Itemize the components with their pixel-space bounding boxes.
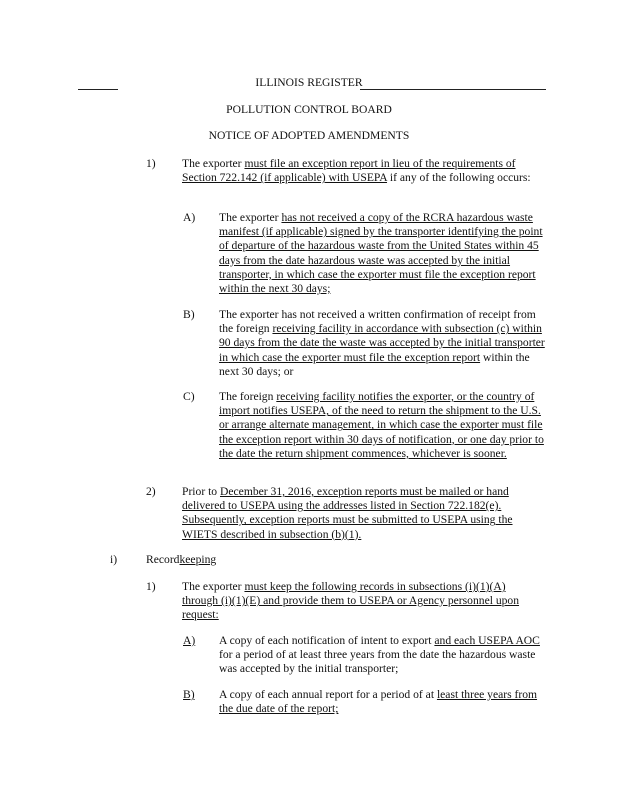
item-b-text-c: within the next 30 days; or [219, 350, 530, 378]
item-ia-label: A) [183, 634, 196, 647]
item-b-text [219, 308, 545, 379]
item-1-text-a: The exporter [182, 157, 245, 170]
board-title: POLLUTION CONTROL BOARD [226, 103, 392, 116]
item-a-text-b: has not received a copy of the RCRA hazardous waste manifest (if applicable) signed by the transporter identifying the point of departure of the hazardous waste from the United States within 45 days from the date hazardous waste was accepted by the initial transporter, in which case the exporter must file the exception report within the next 30 days; [219, 211, 543, 296]
item-a-text-a: The exporter [219, 211, 282, 224]
item-1-text-b: must file an exception report in lieu of the requirements of Section 722.142 (if applicable) with USEPA [182, 157, 516, 185]
item-i-label: i) [110, 553, 118, 566]
item-1-label: 1) [146, 157, 156, 170]
register-title: ILLINOIS REGISTER [255, 76, 363, 89]
item-c-label: C) [183, 390, 195, 403]
item-c-text-b: receiving facility notifies the exporter, or the country of import notifies USEPA, of the need to return the shipment to the U.S. or arrange alternate management, in which case the exporter must file the exception report within 30 days of notification, or one day prior to the date the return shipment commences, whichever is sooner. [219, 390, 544, 460]
item-i1-text-b: must keep the following records in subsections (i)(1)(A) through (i)(1)(E) and provide them to USEPA or Agency personnel upon request: [182, 580, 520, 622]
item-1-text [182, 157, 542, 185]
item-b-text-a: The exporter has not received a written confirmation of receipt from the foreign [219, 308, 536, 336]
item-b-label: B) [183, 308, 195, 321]
item-2-text-b: December 31, 2016, exception reports must be mailed or hand delivered to USEPA using the addresses listed in Section 722.182(e). Subsequently, exception reports must be submitted to USEPA using the WIETS described in subsection (b)(1). [182, 485, 513, 541]
item-i-text-b: keeping [179, 553, 217, 566]
item-i1-text-a: The exporter [182, 580, 245, 593]
item-a-label: A) [183, 211, 196, 224]
item-i1-label: 1) [146, 580, 156, 593]
item-ia-text-a: A copy of each notification of intent to export [219, 634, 435, 647]
item-c-text [219, 390, 545, 461]
item-ib-text-a: A copy of each annual report for a period of at [219, 688, 437, 701]
header-rule-right [360, 89, 546, 90]
item-2-text [182, 485, 542, 542]
item-1-text-c: if any of the following occurs: [387, 171, 531, 185]
notice-title: NOTICE OF ADOPTED AMENDMENTS [208, 129, 410, 142]
item-ia-text-c: for a period of at least three years from the date the hazardous waste was accepted by the initial transporter; [219, 648, 536, 676]
item-ib-text-b: least three years from the due date of the report; [219, 688, 538, 716]
item-ib-label: B) [183, 688, 195, 701]
item-2-label: 2) [146, 485, 156, 498]
item-i-text [146, 553, 526, 567]
item-ia-text-b: and each USEPA AOC [434, 634, 540, 647]
item-a-text [219, 211, 545, 296]
item-c-text-a: The foreign [219, 390, 277, 403]
item-b-text-b: receiving facility in accordance with subsection (c) within 90 days from the date the waste was accepted by the initial transporter in which case the exporter must file the exception report [219, 322, 545, 364]
item-ib-text [219, 688, 545, 716]
item-ia-text [219, 634, 545, 677]
item-2-text-a: Prior to [182, 485, 221, 498]
item-i-text-a: Record [146, 553, 180, 566]
item-i1-text [182, 580, 542, 623]
